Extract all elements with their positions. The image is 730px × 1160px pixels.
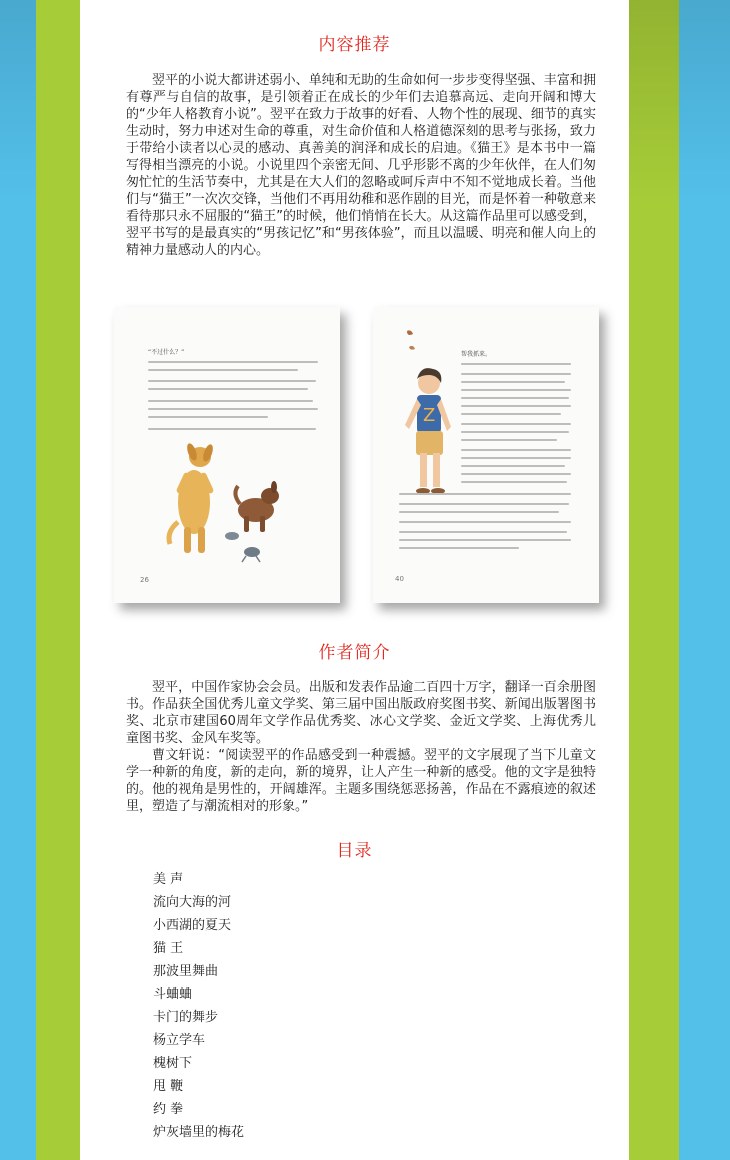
author-paragraph-1: 翌平，中国作家协会会员。出版和发表作品逾二百四十万字，翻译一百余册图书。作品获全国优秀儿童文学奖、第三届中国出版政府奖图书奖、新闻出版署图书奖、北京市建国60周年文学作品优秀奖、冰心文学奖、金近文学奖、上海优秀儿童图书奖、金风车奖等。 [126,680,596,746]
right-band-shadow [629,0,730,200]
dogs-illustration [152,432,292,572]
right-page-number: 40 [395,575,404,583]
toc-title: 目录 [336,841,373,861]
boy-illustration [393,329,463,519]
toc-item[interactable]: 杨立学车 [153,1033,206,1048]
toc-item[interactable]: 炉灰墙里的梅花 [153,1125,245,1140]
author-title: 作者简介 [318,643,391,663]
toc-item[interactable]: 甩 鞭 [153,1079,184,1094]
left-green-band [36,0,80,1160]
recommend-title: 内容推荐 [318,35,391,55]
toc-item[interactable]: 那波里舞曲 [153,964,219,979]
toc-item[interactable]: 约 拳 [153,1102,184,1117]
toc-item[interactable]: 美 声 [153,872,184,887]
toc-list [153,868,244,1144]
sample-page-right [373,307,599,603]
toc-item[interactable]: 猫 王 [153,941,184,956]
sample-page-left [114,307,340,603]
content-page [80,0,629,1160]
author-paragraph-2: 曹文轩说：“阅读翌平的作品感受到一种震撼。翌平的文字展现了当下儿童文学一种新的角度，新的走向，新的境界，让人产生一种新的感受。他的文字是独特的。他的视角是男性的，开阔雄浑。主题多围绕惩恶扬善，作品在不露痕迹的叙述里，塑造了与潮流相对的形象。” [126,748,596,814]
toc-item[interactable]: 流向大海的河 [153,895,232,910]
author-text [126,679,596,815]
toc-item[interactable]: 斗蛐蛐 [153,987,193,1002]
right-page-first-line: 帮我抓来。 [461,351,492,358]
recommend-text [126,72,596,259]
svg-text:Z: Z [423,405,436,426]
toc-item[interactable]: 小西湖的夏天 [153,918,232,933]
recommend-paragraph: 翌平的小说大都讲述弱小、单纯和无助的生命如何一步步变得坚强、丰富和拥有尊严与自信的故事，是引领着正在成长的少年们去追慕高远、走向开阔和博大的“少年人格教育小说”。翌平在致力于故事的好看、人物个性的展现、细节的真实生动时，努力申述对生命的尊重，对生命价值和人格道德深刻的思考与张扬，致力于带给小读者以心灵的感动、真善美的润泽和成长的启迪。《猫王》是本书中一篇写得相当漂亮的小说。小说里四个亲密无间、几乎形影不离的少年伙伴，在人们匆匆忙忙的生活节奏中，尤其是在大人们的忽略或呵斥声中不知不觉地成长着。当他们与“猫王”一次次交锋，当他们不再用幼稚和恶作剧的目光，而是怀着一种敬意来看待那只永不屈服的“猫王”的时候，他们悄悄在长大。从这篇作品里可以感受到，翌平书写的是最真实的“男孩记忆”和“男孩体验”，而且以温暖、明亮和催人向上的精神力量感动人的内心。 [126,73,596,258]
left-page-first-line: “不过什么？” [148,349,185,356]
left-page-number: 26 [140,576,149,584]
toc-item[interactable]: 卡门的舞步 [153,1010,219,1025]
toc-item[interactable]: 槐树下 [153,1056,193,1071]
